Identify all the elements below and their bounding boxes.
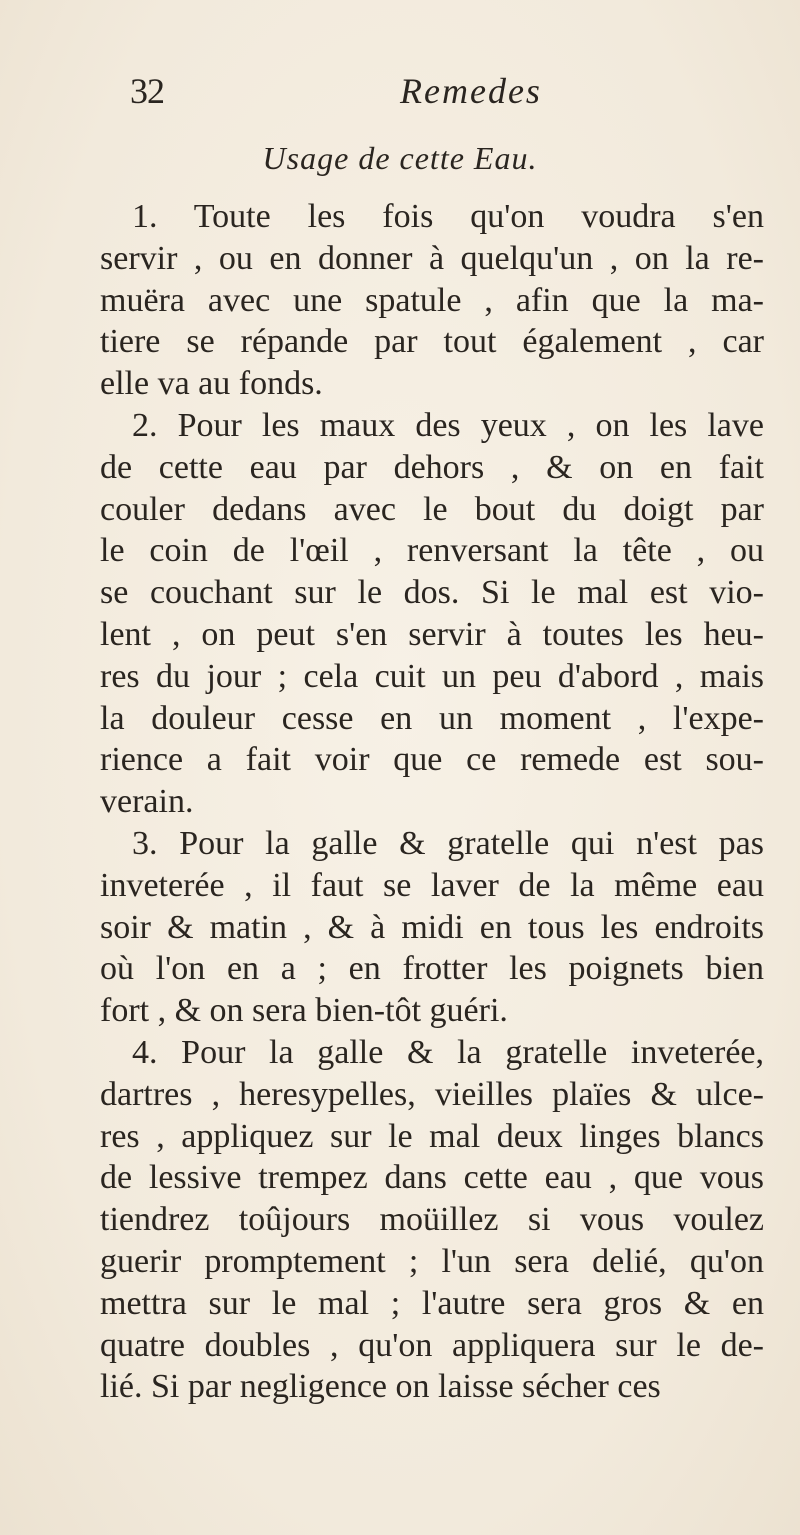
text-line: se couchant sur le dos. Si le mal est vio-: [100, 574, 764, 612]
section-title: Usage de cette Eau.: [262, 140, 538, 176]
running-head: Remedes: [400, 71, 542, 111]
text-line: mettra sur le mal ; l'autre sera gros & en: [100, 1284, 764, 1322]
text-line: 3. Pour la galle & gratelle qui n'est pas: [132, 824, 764, 862]
text-line: de cette eau par dehors , & on en fait: [100, 448, 764, 486]
text-line: lié. Si par negligence on laisse sécher ces: [100, 1368, 661, 1406]
text-line: muëra avec une spatule , afin que la ma-: [100, 281, 764, 319]
text-line: guerir promptement ; l'un sera delié, qu'on: [100, 1242, 764, 1280]
text-line: elle va au fonds.: [100, 365, 323, 403]
text-line: rience a fait voir que ce remede est sou-: [100, 741, 764, 779]
page-number: 32: [130, 71, 164, 111]
text-line: 1. Toute les fois qu'on voudra s'en: [132, 198, 764, 235]
text-line: res , appliquez sur le mal deux linges blancs: [100, 1117, 764, 1155]
paragraph: [100, 196, 764, 405]
text-line: soir & matin , & à midi en tous les endroits: [100, 908, 764, 946]
text-line: couler dedans avec le bout du doigt par: [100, 490, 764, 528]
text-line: le coin de l'œil , renversant la tête , ou: [100, 532, 764, 570]
page-header: [100, 70, 740, 120]
text-line: de lessive trempez dans cette eau , que vous: [100, 1159, 764, 1197]
text-line: verain.: [100, 783, 194, 821]
text-line: 2. Pour les maux des yeux , on les lave: [132, 406, 764, 444]
text-line: servir , ou en donner à quelqu'un , on la re-: [100, 239, 764, 277]
text-line: tiere se répande par tout également , car: [100, 323, 764, 361]
text-line: dartres , heresypelles, vieilles plaïes & ulce-: [100, 1075, 764, 1113]
text-line: 4. Pour la galle & la gratelle inveterée,: [132, 1033, 764, 1071]
text-line: inveterée , il faut se laver de la même eau: [100, 866, 764, 904]
text-line: lent , on peut s'en servir à toutes les heu-: [100, 615, 764, 653]
text-line: fort , & on sera bien-tôt guéri.: [100, 992, 508, 1030]
paragraph: [100, 405, 764, 823]
text-line: la douleur cesse en un moment , l'expe-: [100, 699, 764, 737]
paragraph: [100, 1032, 764, 1408]
paragraph: [100, 823, 764, 1032]
text-line: res du jour ; cela cuit un peu d'abord , mais: [100, 657, 764, 695]
text-line: tiendrez toûjours moüillez si vous voulez: [100, 1201, 764, 1239]
body-text: [100, 196, 764, 1408]
text-line: où l'on en a ; en frotter les poignets bien: [100, 950, 764, 988]
text-line: quatre doubles , qu'on appliquera sur le de-: [100, 1326, 764, 1364]
